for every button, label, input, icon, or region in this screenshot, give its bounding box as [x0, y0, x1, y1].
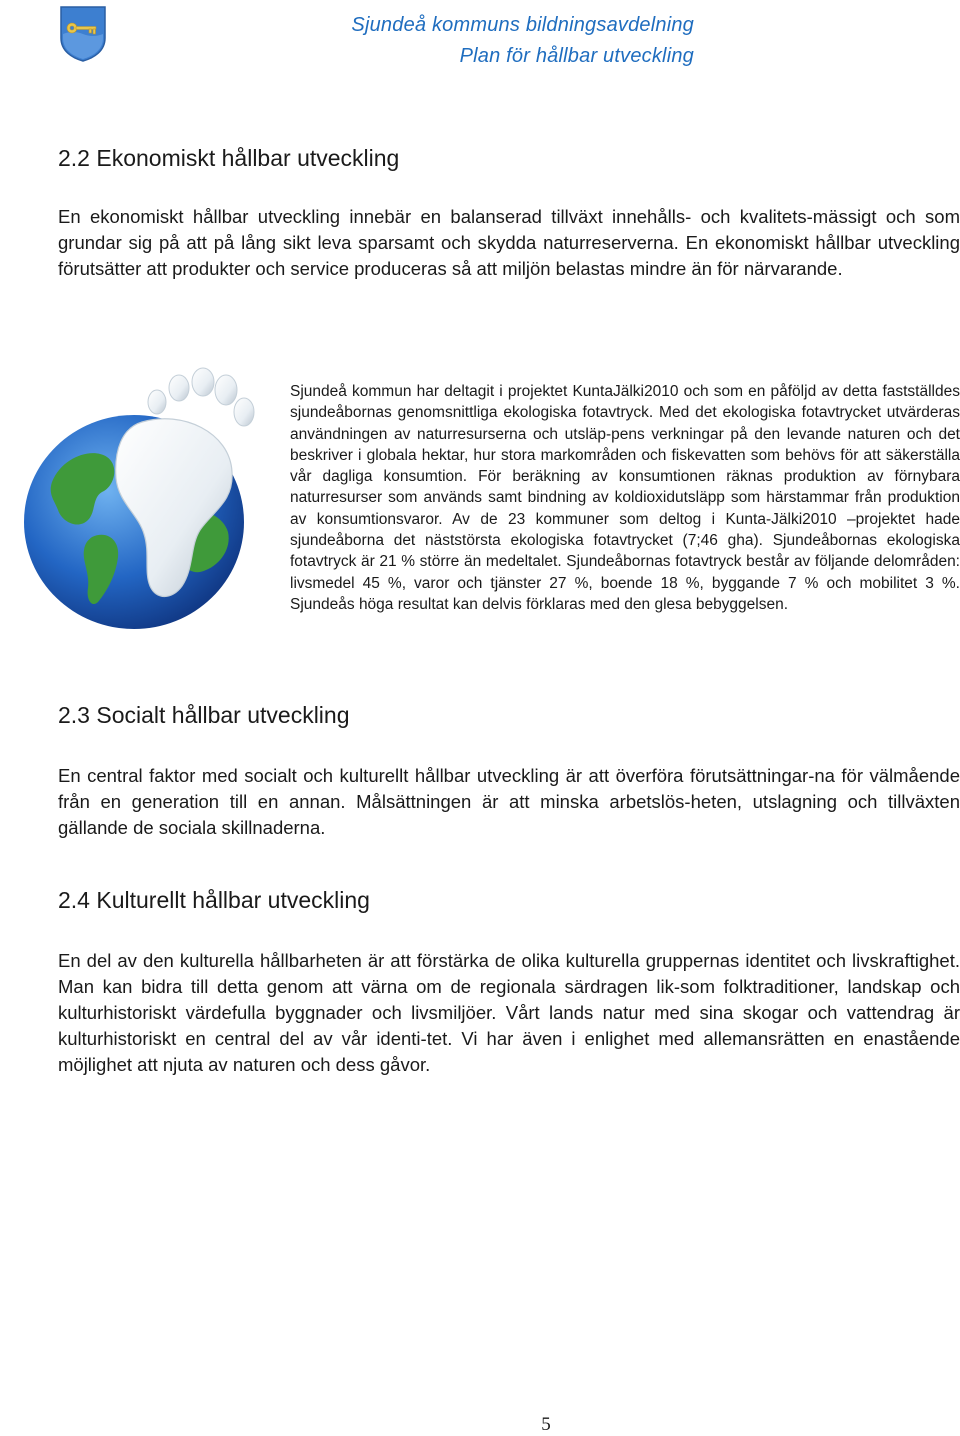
- section-heading-economic: 2.2 Ekonomiskt hållbar utveckling: [58, 145, 400, 171]
- coat-of-arms-icon: [58, 4, 108, 62]
- section-heading-cultural: 2.4 Kulturellt hållbar utveckling: [58, 887, 370, 913]
- section-paragraph-cultural: En del av den kulturella hållbarheten är att förstärka de olika kulturella gruppernas identitet och livskraftighet. Man kan bidra till detta genom att värna om de regionala särdragen lik-som folktraditioner, landskap och kulturhistoriskt värdefulla byggnader och livsmiljöer. Vårt lands natur med sina skogar och vattendrag är kulturhistoriskt en central del av vår identi-tet. Vi har även i enlighet med allemansrätten en enastående möjlighet att njuta av naturen och dess gåvor.: [58, 950, 960, 1075]
- page-number: 5: [541, 1414, 551, 1435]
- footprint-description: Sjundeå kommun har deltagit i projektet KuntaJälki2010 och som en påföljd av detta fastställdes sjundeåbornas genomsnittliga ekologiska fotavtryck. Med det ekologiska fotavtrycket utvärderas användningen av naturresurserna och utsläp-pens verkningar på den levande naturen och det beskriver i globala hektar, hur stora markområden och fiskevatten som behövs för att säkerställa vår dagliga konsumtion. För beräkning av konsumtionen räknas produktion av förnybara naturresurser som används samt bindning av koldioxidutsläpp som härstammar från produktion av konsumtionsvaror. Av de 23 kommuner som deltog i Kunta-Jälki2010 –projektet hade sjundeåborna det näststörsta ekologiska fotavtrycket (7;46 gha). Sjundeåbornas ekologiska fotavtryck är 21 % större än medeltalet. Sjundeåbornas fotavtryck består av följande delområden: livsmedel 45 %, varor och tjänster 27 %, boende 18 %, byggande 7 % och mobilitet 3 %. Sjundeås höga resultat kan delvis förklaras med den glesa bebyggelsen.: [290, 383, 960, 613]
- section-paragraph-economic: En ekonomiskt hållbar utveckling innebär en balanserad tillväxt innehålls- och kvalitets-mässigt och som grundar sig på att på lång sikt leva sparsamt och skydda naturreserverna. En ekonomiskt hållbar utveckling förutsätter att produkter och service produceras så att miljön belastas mindre än för närvarande.: [58, 206, 960, 279]
- footprint-globe-icon: [22, 362, 270, 632]
- header-organization: Sjundeå kommuns bildningsavdelning: [351, 14, 694, 36]
- section-heading-social: 2.3 Socialt hållbar utveckling: [58, 702, 350, 728]
- header-document-title: Plan för hållbar utveckling: [459, 45, 694, 67]
- section-paragraph-social: En central faktor med socialt och kulturellt hållbar utveckling är att överföra förutsättningar-na för välmående från en generation till en annan. Målsättningen är att minska arbetslös-heten, utslagning och tillväxten gällande de sociala skillnaderna.: [58, 765, 960, 838]
